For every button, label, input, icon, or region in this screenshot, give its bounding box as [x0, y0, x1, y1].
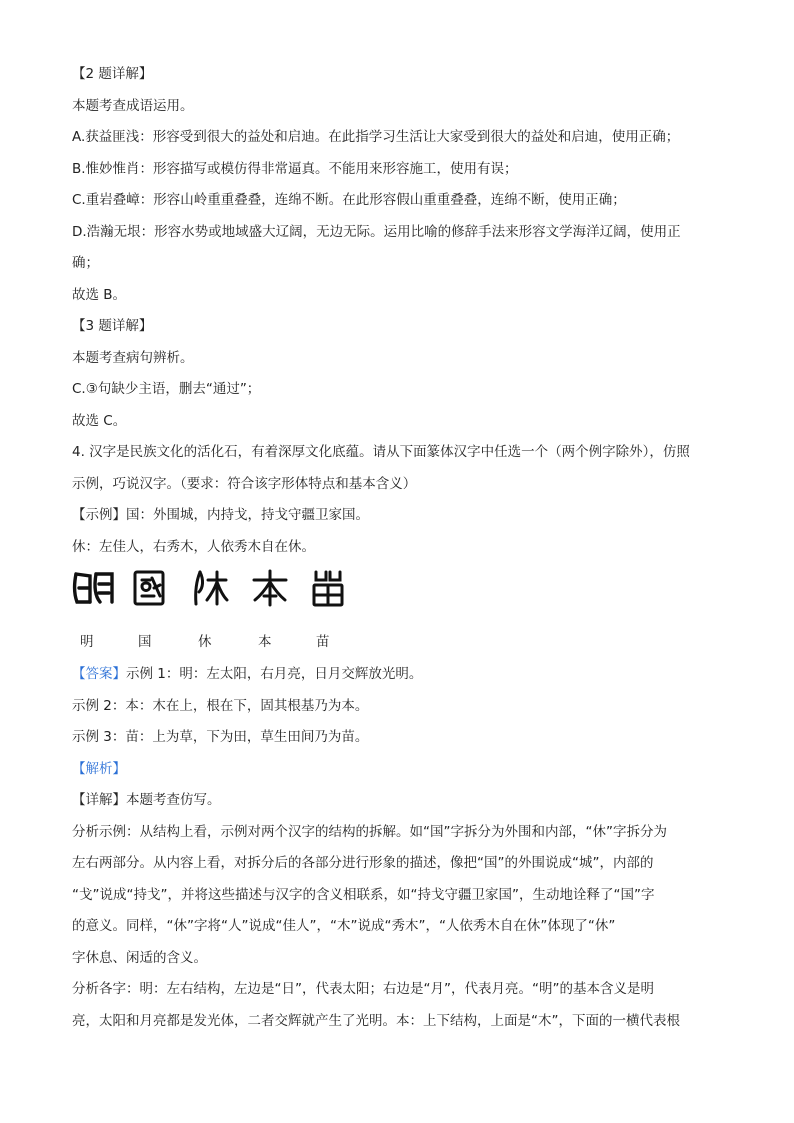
q3-detail-heading: 【3 题详解】: [72, 318, 153, 334]
text-line: 确；: [72, 255, 99, 271]
char-label-ben: 本: [258, 634, 272, 650]
seal-script-images: [72, 568, 722, 618]
seal-ben-icon: [250, 568, 290, 608]
question-4: 4. 汉字是民族文化的活化石，有着深厚文化底蕴。请从下面篆体汉字中任选一个（两个例字除外），仿照: [72, 444, 690, 460]
analysis-line: 字休息、闲适的含义。: [72, 949, 207, 966]
text-line: 本题考查病句辨析。: [72, 349, 194, 366]
text-line: B.惟妙惟肖：形容描写或模仿得非常逼真。不能用来形容施工，使用有误；: [72, 160, 518, 177]
analysis-label: 【解析】: [72, 760, 126, 777]
answer-line: 示例 2：本：木在上，根在下，固其根基乃为本。: [72, 697, 369, 714]
char-label-guo: 国: [138, 634, 152, 650]
answer-line: 示例 3：苗：上为草，下为田，草生田间乃为苗。: [72, 729, 369, 745]
char-label-ming: 明: [80, 634, 94, 650]
text-line: D.浩瀚无垠：形容水势或地域盛大辽阔，无边无际。运用比喻的修辞手法来形容文学海洋辽阔，使用正: [72, 223, 681, 240]
answer-line: 【答案】示例 1：明：左太阳，右月亮，日月交辉放光明。: [72, 666, 423, 682]
seal-guo-icon: [130, 568, 170, 608]
text-line: C.③句缺少主语，删去“通过”；: [72, 381, 261, 397]
seal-xiu-icon: [190, 568, 230, 608]
char-label-miao: 苗: [316, 634, 330, 650]
example-line: 【示例】国：外围城，内持戈，持戈守疆卫家国。: [72, 507, 369, 523]
analysis-line: 分析示例：从结构上看，示例对两个汉字的结构的拆解。如“国”字拆分为外围和内部，“休”字拆分为: [72, 823, 667, 840]
analysis-line: “戈”说成“持戈”，并将这些描述与汉字的含义相联系，如“持戈守疆卫家国”，生动地诠释了“国”字: [72, 886, 655, 903]
seal-char-labels: [72, 630, 722, 650]
example-line: 休：左佳人，右秀木，人依秀木自在休。: [72, 538, 315, 555]
seal-ming-icon: [72, 568, 116, 608]
analysis-line: 亮，太阳和月亮都是发光体，二者交辉就产生了光明。本：上下结构，上面是“木”，下面的一横代表根: [72, 1012, 680, 1029]
analysis-line: 左右两部分。从内容上看，对拆分后的各部分进行形象的描述，像把“国”的外围说成“城”，内部的: [72, 855, 654, 871]
answer-label: 【答案】: [72, 666, 126, 682]
analysis-line: 的意义。同样，“休”字将“人”说成“佳人”，“木”说成“秀木”，“人依秀木自在休”体现了“休”: [72, 918, 616, 934]
document-content: [72, 64, 722, 1042]
detail-line: 【详解】本题考查仿写。: [72, 792, 221, 808]
text-line: 故选 C。: [72, 412, 127, 429]
text-line: C.重岩叠嶂：形容山岭重重叠叠，连绵不断。在此形容假山重重叠叠，连绵不断，使用正确；: [72, 192, 626, 208]
char-label-xiu: 休: [198, 634, 212, 650]
analysis-line: 分析各字：明：左右结构，左边是“日”，代表太阳；右边是“月”，代表月亮。“明”的基本含义是明: [72, 981, 654, 997]
detail-label: 【详解】: [72, 792, 126, 808]
seal-miao-icon: [308, 568, 348, 608]
text-line: A.获益匪浅：形容受到很大的益处和启迪。在此指学习生活让大家受到很大的益处和启迪，使用正确；: [72, 129, 680, 145]
text-line: 本题考查成语运用。: [72, 97, 194, 114]
text-line: 示例，巧说汉字。（要求：符合该字形体特点和基本含义）: [72, 475, 417, 492]
q2-detail-heading: 【2 题详解】: [72, 66, 153, 82]
text-line: 故选 B。: [72, 286, 127, 303]
